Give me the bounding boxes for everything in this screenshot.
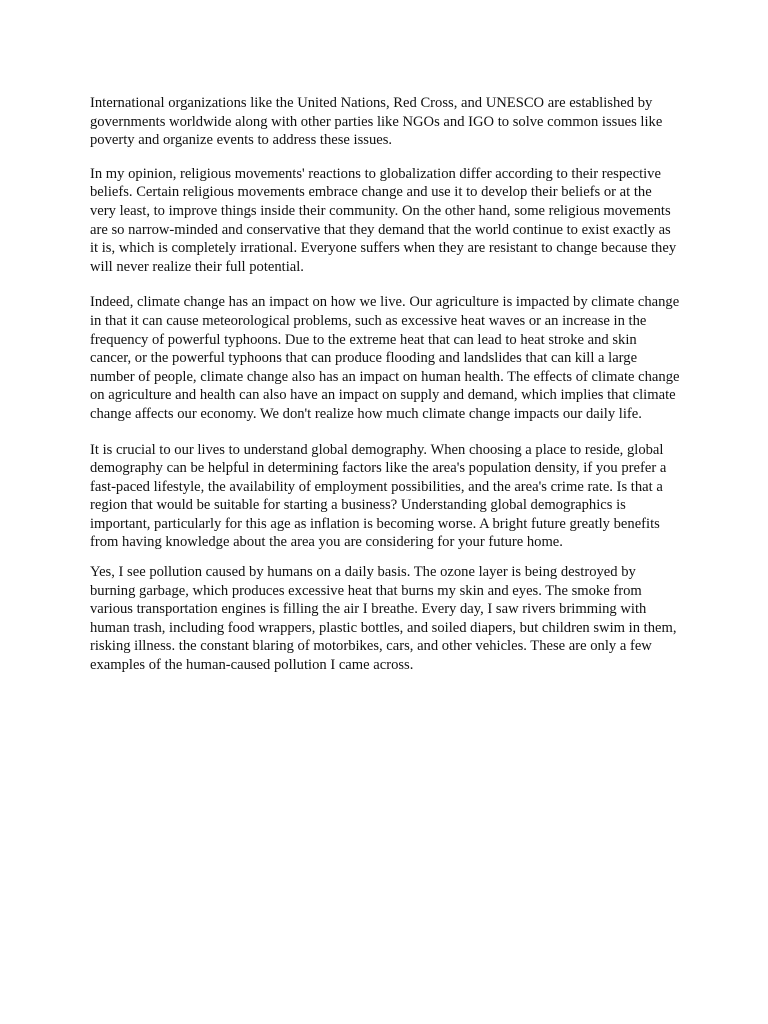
paragraph-religious-movements: In my opinion, religious movements' reactions to globalization differ according to their respective beliefs. Certain religious movements embrace change and use it to develop their beliefs or at the very least, to improve things inside their community. On the other hand, some religious movements are so narrow-minded and conservative that they demand that the world continue to exist exactly as it is, which is completely irrational. Everyone suffers when they are resistant to change because they will never realize their full potential. [90, 165, 677, 275]
paragraph-international-organizations: International organizations like the United Nations, Red Cross, and UNESCO are established by governments worldwide along with other parties like NGOs and IGO to solve common issues like poverty and organize events to address these issues. [90, 95, 663, 149]
paragraph-global-demography: It is crucial to our lives to understand global demography. When choosing a place to reside, global demography can be helpful in determining factors like the area's population density, if you prefer a fast-paced lifestyle, the availability of employment possibilities, and the area's crime rate. Is that a region that would be suitable for starting a business? Understanding global demographics is important, particularly for this age as inflation is becoming worse. A bright future greatly benefits from having knowledge about the area you are considering for your future home. [90, 441, 667, 551]
paragraph-pollution: Yes, I see pollution caused by humans on a daily basis. The ozone layer is being destroyed by burning garbage, which produces excessive heat that burns my skin and eyes. The smoke from various transportation engines is filling the air I breathe. Every day, I saw rivers brimming with human trash, including food wrappers, plastic bottles, and soiled diapers, but children swim in them, risking illness. the constant blaring of motorbikes, cars, and other vehicles. These are only a few examples of the human-caused pollution I came across. [90, 564, 677, 674]
paragraph-climate-change: Indeed, climate change has an impact on how we live. Our agriculture is impacted by climate change in that it can cause meteorological problems, such as excessive heat waves or an increase in the frequency of powerful typhoons. Due to the extreme heat that can lead to heat stroke and skin cancer, or the powerful typhoons that can produce flooding and landslides that can kill a large number of people, climate change also has an impact on human health. The effects of climate change on agriculture and health can also have an impact on supply and demand, which implies that climate change affects our economy. We don't realize how much climate change impacts our daily life. [90, 294, 680, 422]
document-body [90, 94, 680, 675]
